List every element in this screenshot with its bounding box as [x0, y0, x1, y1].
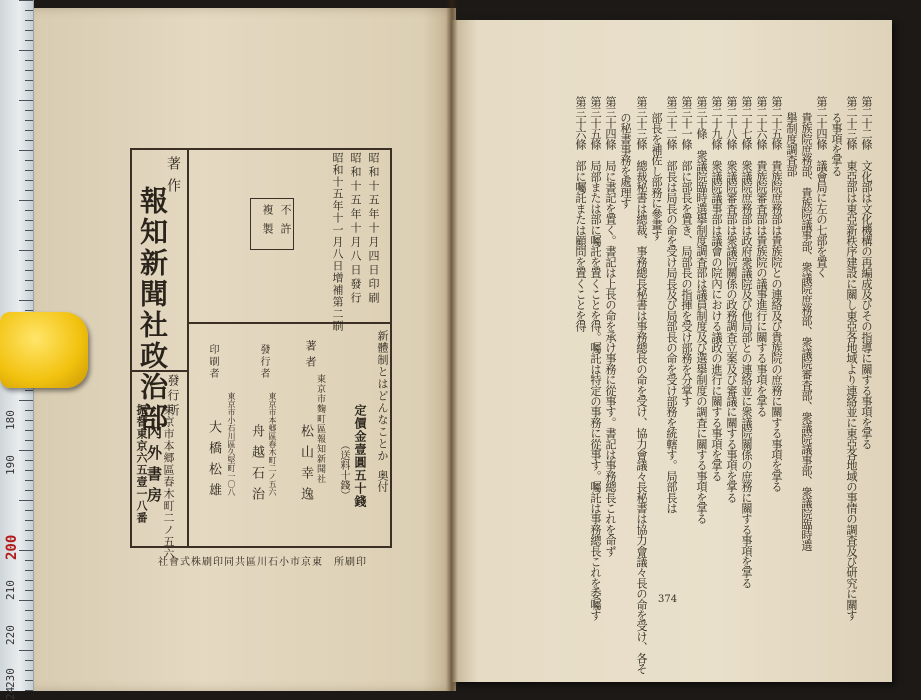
ruler-label: 180 [4, 410, 17, 430]
book-gutter [446, 0, 458, 691]
ruler-tick [19, 450, 33, 451]
ruler-tick [25, 90, 33, 91]
ruler-tick [25, 420, 33, 421]
ruler-tick [25, 680, 33, 681]
ruler-tick [25, 160, 33, 161]
article-line: 第三十一條 部に部長を置き、局部長の指揮を受け部務を分掌す [680, 96, 693, 407]
ruler-tick [19, 250, 33, 251]
ruler-tick [25, 440, 33, 441]
stamp-left-text: 複製 [261, 204, 274, 242]
print-shop-line [158, 553, 367, 568]
ruler-tick [25, 280, 33, 281]
ruler-tick [25, 630, 33, 631]
ruler-tick [25, 510, 33, 511]
article-line: 第三十條 衆議院臨時選擧制度調査部は議員制度及び選擧制度の調査に關する事項を掌る [695, 96, 708, 524]
ruler-tick [25, 130, 33, 131]
ruler-tick [25, 590, 33, 591]
ruler-label: 200 [4, 534, 20, 560]
publisher-person: 舟越石治 [249, 424, 264, 508]
publisher-role: 發行者 [258, 344, 269, 380]
ruler-tick [25, 220, 33, 221]
price-note: （送料十錢） [338, 440, 349, 500]
ruler-tick [25, 120, 33, 121]
article-line: 第二十五條 貴族院庶務部は貴族院との連絡及び貴族院の庶務に關する事項を掌る [770, 96, 783, 492]
ruler-label: 210 [4, 580, 17, 600]
ruler-tick [19, 650, 33, 651]
ruler-tick [25, 210, 33, 211]
ruler-tick [19, 600, 33, 601]
ruler-tick [25, 110, 33, 111]
ruler-tick [25, 230, 33, 231]
page-number: 374 [658, 594, 678, 605]
article-line: 擧制度調査部 [785, 112, 798, 177]
ruler-label: 190 [4, 455, 17, 475]
ruler-tick [25, 180, 33, 181]
ruler-tick [25, 290, 33, 291]
ruler-tick [25, 30, 33, 31]
author-address: 東京市麴町區報知新聞社 [315, 374, 325, 484]
ruler-tick [25, 460, 33, 461]
ruler-tick [19, 150, 33, 151]
article-line: の秘書事務を處理す [619, 112, 632, 209]
ruler-tick [25, 80, 33, 81]
ruler-tick [25, 610, 33, 611]
article-line: 第三十四條 局に書記を置く。書記は上長の命を承け事務に從事す。書記は事務總長これを命ず [604, 96, 617, 557]
ruler-tick [19, 400, 33, 401]
ruler-tick [25, 540, 33, 541]
ruler-tick [25, 430, 33, 431]
article-line: 第二十二條 文化部は文化機構の再編成及びその指導に關する事項を掌る [860, 96, 873, 450]
ruler-tick [25, 490, 33, 491]
article-line: 第三十六條 部に囑託または顧問を置くことを得 [574, 96, 587, 332]
price-label: 定價金壹圓五十錢 [353, 404, 367, 508]
ruler-tick [25, 570, 33, 571]
article-line: 第三十二條 部長は局長の命を受け局長及び局部長の命を受け部務を統轄す。局部長は [665, 96, 678, 514]
article-line: 第二十七條 衆議院庶務部は政府衆議院及び他局部との連絡並に衆議院關係の庶務に關する事項を掌る [740, 96, 753, 589]
ruler-tick [25, 190, 33, 191]
ruler-tick [25, 40, 33, 41]
reprint-date: 昭和十五年十一月八日增補第二刷 [331, 152, 344, 332]
publisher-name: 內外書房 [145, 424, 163, 508]
ruler-tick [25, 670, 33, 671]
publisher-transfer: 振替東京六五壹一八番 [135, 404, 148, 524]
book-title: 新體制とはどんなことか [376, 330, 389, 462]
ruler-tick [25, 470, 33, 471]
ruler-tick [25, 60, 33, 61]
author-name: 報知新聞社政治部 [136, 186, 169, 434]
issue-date: 昭和十五年十月八日發行 [349, 152, 362, 306]
book-title-suffix: 奥付 [376, 470, 389, 492]
ruler-tick [25, 410, 33, 411]
ruler-tick [25, 560, 33, 561]
author-person: 松山幸逸 [298, 424, 313, 508]
ruler-tick [25, 310, 33, 311]
ruler-tick [19, 0, 33, 1]
ruler-tick [25, 690, 33, 691]
print-shop-name: 東京市小石川區共同印刷株式會社 [158, 557, 323, 568]
article-line: 第二十九條 衆議院議事部は議會の院內における議政の進行に關する事項を掌る [710, 96, 723, 482]
ruler-tick [25, 520, 33, 521]
ruler-tick [25, 240, 33, 241]
author-heading: 著作 [165, 156, 181, 200]
article-line: る事項を掌る [830, 112, 843, 177]
article-line: 第二十六條 貴族院審査部は貴族院の議事進行に關する事項を掌る [755, 96, 768, 417]
ruler-tick [19, 500, 33, 501]
printer-address: 東京市小石川區久堅町一〇八 [227, 392, 236, 496]
printer-person: 大橋松雄 [206, 420, 221, 504]
ruler-label: 230 [4, 668, 17, 688]
article-line: 部長を補佐し部務に參畫す [650, 112, 663, 241]
article-line: 貴族院庶務部、貴族院議事部、衆議院庶務部、衆議院審査部、衆議院議事部、衆議院臨時選 [800, 112, 813, 551]
article-line: 第三十三條 總裁秘書は總裁、事務總長秘書は事務總長の命を受け、協力會議々長秘書は協力會議々長の命を受け、各そ [635, 96, 648, 674]
ruler-tick [25, 530, 33, 531]
ruler-tick [25, 170, 33, 171]
ruler-tick [25, 20, 33, 21]
publisher-address: 東京市本郷區春木町二ノ五六 [162, 404, 175, 560]
ruler-tick [19, 550, 33, 551]
ruler-label: 24 [4, 686, 17, 700]
ruler-tick [19, 100, 33, 101]
ruler-label: 220 [4, 625, 17, 645]
printing-date: 昭和十五年十月四日印刷 [367, 152, 380, 306]
publisher-person-address: 東京市本郷區春木町二ノ五六 [268, 392, 277, 496]
article-line: 第二十四條 議會局に左の七部を置く [815, 96, 828, 278]
print-shop-label: 印刷所 [334, 557, 367, 568]
ruler-tick [25, 480, 33, 481]
ruler-tick [25, 260, 33, 261]
ruler-tick [19, 300, 33, 301]
ruler-tick [25, 70, 33, 71]
printer-role: 印刷者 [207, 344, 218, 380]
ruler-tick [25, 640, 33, 641]
ruler-tick [25, 620, 33, 621]
author-role: 著者 [304, 340, 317, 372]
ruler-tick [19, 50, 33, 51]
ruler-tick [19, 200, 33, 201]
article-line: 第二十八條 衆議院審査部は衆議院關係の政務調査立案及び審議に關する事項を掌る [725, 96, 738, 503]
ruler-tick [25, 660, 33, 661]
article-line: 第二十三條 東亞部は東亞新秩序建設に關し東亞各地域より連絡並に東亞各地域の事情の調査及び研究に關す [845, 96, 858, 621]
ruler-tick [25, 390, 33, 391]
ruler-tick [25, 580, 33, 581]
yellow-tape [0, 312, 88, 388]
ruler-tick [25, 270, 33, 271]
stamp-right-text: 不許 [279, 204, 292, 242]
article-line: 第三十五條 局部または部に囑託を置くことを得。囑託は特定の事務に從事す。囑託は事務總長これを委囑す [589, 96, 602, 621]
publisher-heading: 發行所 [166, 374, 180, 419]
ruler-tick [25, 140, 33, 141]
ruler-tick [25, 10, 33, 11]
